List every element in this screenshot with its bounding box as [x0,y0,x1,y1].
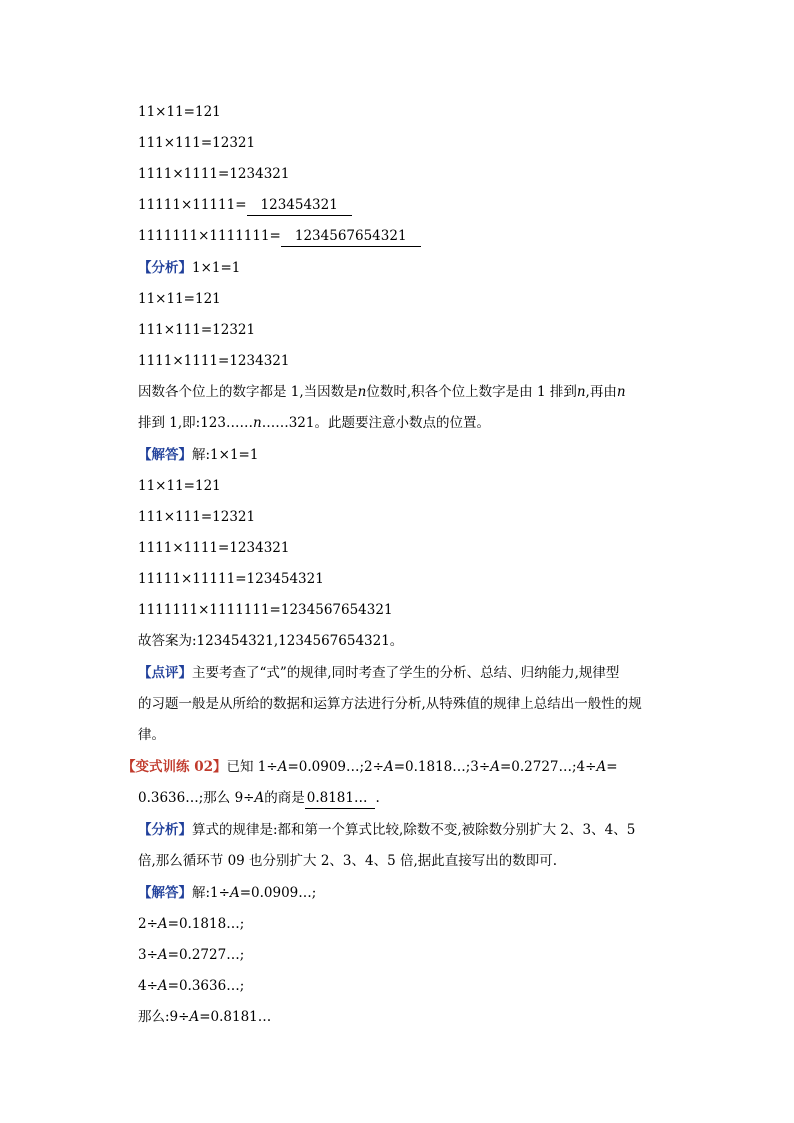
analysis-1-line-3: 111×111=12321 [138,322,256,338]
analysis-2-line-2: 倍,那么循环节 09 也分别扩大 2、3、4、5 倍,据此直接写出的数即可. [138,853,558,869]
variable-n: n [616,384,626,400]
problem-line-1: 11×11=121 [138,104,221,120]
variable-A: A [596,759,607,775]
solution-1-line-6: 1111111×1111111=1234567654321 [138,602,393,618]
solution-2-l4-a: 4÷ [138,978,158,994]
solution-2-line-5 [138,1007,271,1027]
comment-1-text: 主要考查了“式”的规律,同时考查了学生的分析、总结、归纳能力,规律型 [192,665,620,681]
analysis-1-text: 1×1=1 [192,260,241,276]
problem-line-5-prefix: 1111111×1111111= [138,228,281,244]
exercise-2-q2-b: 的商是 [264,790,305,806]
variable-A: A [229,885,240,901]
solution-2-l2-b: =0.1818…; [167,916,245,932]
exercise-2-q1-c: =0.1818…;3÷ [393,759,491,775]
analysis-1-line-2: 11×11=121 [138,291,221,307]
solution-2-tag: 【解答】 [138,885,192,901]
variable-n: n [576,384,586,400]
analysis-1-line-4: 1111×1111=1234321 [138,353,290,369]
analysis-1-paragraph-line-2 [138,413,490,433]
exercise-2-q2-end: . [375,790,380,806]
solution-2-l3-a: 3÷ [138,947,158,963]
analysis-1-paragraph-line-1 [138,382,626,402]
solution-2-l5-b: =0.8181… [199,1009,272,1025]
problem-line-4-prefix: 11111×11111= [138,197,247,213]
comment-1-line-2: 的习题一般是从所给的数据和运算方法进行分析,从特殊值的规律上总结出一般性的规 [138,696,642,712]
comment-1-tag: 【点评】 [138,665,192,681]
exercise-2-tag: 【变式训练 02】 [122,759,227,775]
analysis-2-text: 算式的规律是:都和第一个算式比较,除数不变,被除数分别扩大 2、3、4、5 [192,822,636,838]
solution-1-line-2: 11×11=121 [138,478,221,494]
solution-2-line-3 [138,945,244,965]
variable-A: A [490,759,500,775]
problem-line-2: 111×111=12321 [138,135,256,151]
variable-A: A [383,759,394,775]
variable-A: A [189,1009,200,1025]
comment-1-line-3: 律。 [138,727,165,743]
solution-2-l3-b: =0.2727…; [167,947,245,963]
analysis-1-para2-b: ……321。此题要注意小数点的位置。 [261,415,490,431]
analysis-1-para-c: ,再由 [585,384,617,400]
variable-A: A [254,790,265,806]
exercise-2-q1-e: = [606,759,618,775]
comment-1-line-1 [138,663,619,683]
problem-line-3: 1111×1111=1234321 [138,166,290,182]
solution-2-l4-b: =0.3636…; [167,978,245,994]
variable-A: A [157,916,168,932]
analysis-2-tag: 【分析】 [138,822,192,838]
solution-2-l1-b: =0.0909…; [239,885,317,901]
analysis-2-line-1 [138,820,635,840]
solution-1-line-1 [138,445,258,465]
analysis-1-tag: 【分析】 [138,260,192,276]
solution-1-line-3: 111×111=12321 [138,509,256,525]
exercise-2-q1-d: =0.2727…;4÷ [499,759,597,775]
exercise-2-q1-b: =0.0909…;2÷ [287,759,384,775]
solution-2-l2-a: 2÷ [138,916,158,932]
solution-1-tag: 【解答】 [138,447,192,463]
exercise-2-q2-a: 0.3636…;那么 9÷ [138,790,255,806]
solution-2-line-1 [138,883,316,903]
answer-blank-1: 123454321 [247,195,352,216]
variable-n: n [253,415,262,431]
solution-2-line-2 [138,914,244,934]
problem-line-4 [138,195,352,216]
exercise-2-question-line-1 [122,757,618,777]
solution-2-l1-a: 解:1÷ [192,885,230,901]
exercise-2-q1-a: 已知 1÷ [226,759,278,775]
analysis-1-line-1 [138,258,240,278]
analysis-1-para-b: 位数时,积各个位上数字是由 1 排到 [366,384,577,400]
solution-2-l5-a: 那么:9÷ [138,1009,190,1025]
solution-1-line-4: 1111×1111=1234321 [138,540,290,556]
solution-2-line-4 [138,976,244,996]
answer-blank-3: 0.8181… [305,788,376,809]
solution-1-line-5: 11111×11111=123454321 [138,571,324,587]
variable-A: A [277,759,288,775]
variable-A: A [157,947,168,963]
exercise-2-question-line-2 [138,788,380,809]
variable-A: A [157,978,168,994]
solution-1-final: 故答案为:123454321,1234567654321。 [138,633,404,649]
problem-line-5 [138,226,421,247]
variable-n: n [357,384,367,400]
solution-1-text: 解:1×1=1 [192,447,259,463]
analysis-1-para-a: 因数各个位上的数字都是 1,当因数是 [138,384,358,400]
answer-blank-2: 1234567654321 [281,226,421,247]
analysis-1-para2-a: 排到 1,即:123…… [138,415,253,431]
